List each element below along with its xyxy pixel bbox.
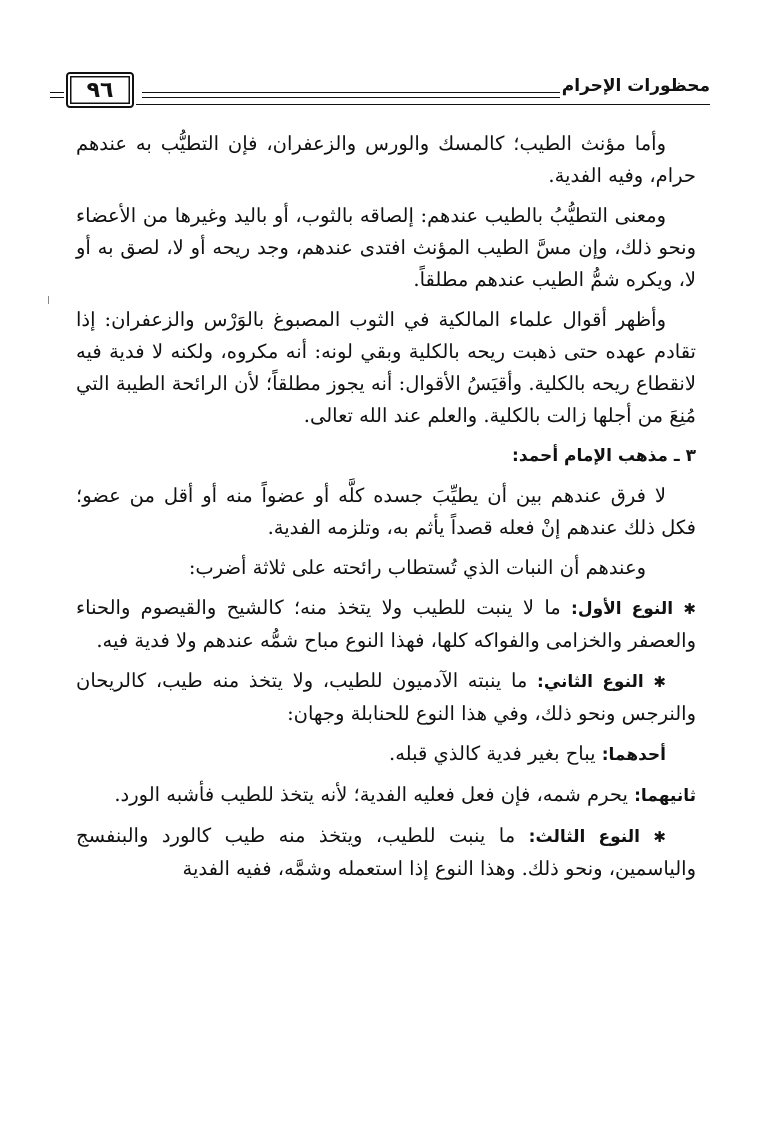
running-title: محظورات الإحرام xyxy=(561,76,710,96)
header-rule xyxy=(50,92,64,93)
section-heading: ٣ ـ مذهب الإمام أحمد: xyxy=(512,446,696,466)
page-body xyxy=(76,128,696,893)
type-one-label: النوع الأول: xyxy=(571,599,674,619)
type-two-paragraph xyxy=(76,665,696,730)
type-one-paragraph xyxy=(76,592,696,657)
header-underline xyxy=(136,104,710,105)
type-one-text: ما لا ينبت للطيب ولا يتخذ منه؛ كالشيح والقيصوم والحناء والعصفر والخزامى والفواكه كلها، فهذا النوع مباح شمُّه عندهم ولا فدية فيه. xyxy=(76,596,696,652)
paragraph: وعندهم أن النبات الذي تُستطاب رائحته على ثلاثة أضرب: xyxy=(188,556,646,579)
first-view-paragraph xyxy=(76,738,696,771)
second-view-text: يحرم شمه، فإن فعل فعليه الفدية؛ لأنه يتخذ للطيب فأشبه الورد. xyxy=(114,783,628,806)
type-three-paragraph xyxy=(76,820,696,885)
type-two-text: ما ينبته الآدميون للطيب، ولا يتخذ منه طيب، كالريحان والنرجس ونحو ذلك، وفي هذا النوع للحنابلة وجهان: xyxy=(76,669,696,725)
paragraph: لا فرق عندهم بين أن يطيِّبَ جسده كلَّه أو عضواً منه أو أقل من عضو؛ فكل ذلك عندهم إنْ فعله قصداً يأثم به، وتلزمه الفدية. xyxy=(76,484,696,539)
page-number-box xyxy=(66,72,134,108)
star-bullet: ✱ xyxy=(683,600,696,618)
second-view-paragraph xyxy=(76,779,696,812)
header-rule xyxy=(50,97,64,98)
header-rule xyxy=(142,92,560,93)
margin-mark xyxy=(48,296,49,304)
star-bullet: ✱ xyxy=(653,673,666,691)
page-header xyxy=(58,72,710,116)
paragraph: وأظهر أقوال علماء المالكية في الثوب المصبوغ بالوَرْس والزعفران: إذا تقادم عهده حتى ذهبت ريحه بالكلية وبقي لونه: أنه مكروه، ولكنه لا فدية فيه لانقطاع ريحه بالكلية. وأقيَسُ الأقوال: أنه يجوز مطلقاً؛ لأن الرائحة الطيبة التي مُنِعَ من أجلها زالت بالكلية. والعلم عند الله تعالى. xyxy=(76,308,696,427)
type-two-label: النوع الثاني: xyxy=(537,672,644,692)
star-bullet: ✱ xyxy=(653,828,666,846)
second-view-label: ثانيهما: xyxy=(634,786,696,806)
header-rule xyxy=(142,97,560,98)
type-three-label: النوع الثالث: xyxy=(528,827,640,847)
paragraph: وأما مؤنث الطيب؛ كالمسك والورس والزعفران، فإن التطيُّب به عندهم حرام، وفيه الفدية. xyxy=(76,132,696,187)
first-view-label: أحدهما: xyxy=(601,745,666,765)
paragraph: ومعنى التطيُّبُ بالطيب عندهم: إلصاقه بالثوب، أو باليد وغيرها من الأعضاء ونحو ذلك، وإن مسَّ الطيب المؤنث افتدى عندهم، وجد ريحه أو لا، لصق به أو لا، ويكره شمُّ الطيب عندهم مطلقاً. xyxy=(76,204,696,291)
first-view-text: يباح بغير فدية كالذي قبله. xyxy=(389,742,596,765)
page-number: ٩٦ xyxy=(86,77,114,103)
type-three-text: ما ينبت للطيب، ويتخذ منه طيب كالورد والبنفسج والياسمين، ونحو ذلك. وهذا النوع إذا استعمله وشمَّه، ففيه الفدية xyxy=(76,824,696,880)
